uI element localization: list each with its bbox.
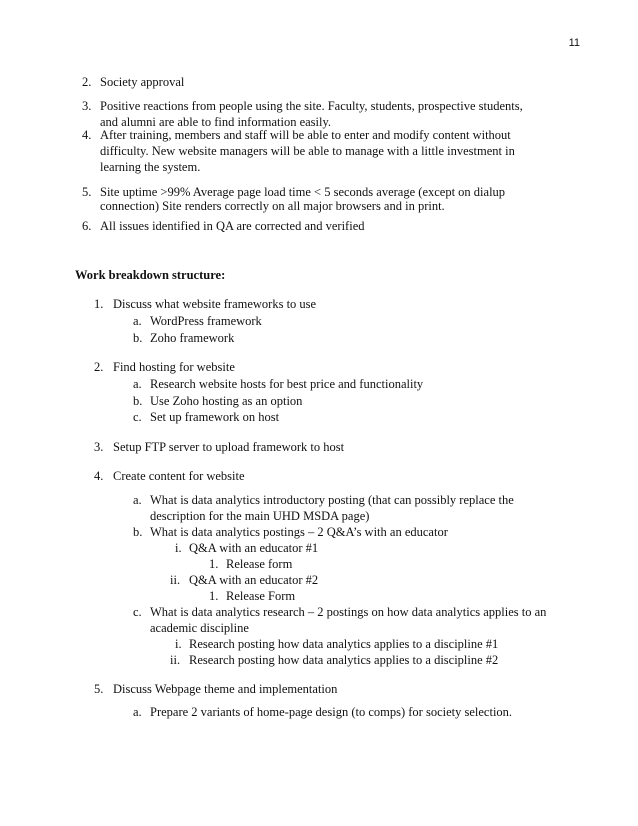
wbs-sub-item: Set up framework on host <box>150 410 280 424</box>
wbs-number: 4. <box>94 469 104 483</box>
wbs-sub-item: What is data analytics research – 2 postings on how data analytics applies to an <box>150 605 547 619</box>
wbs-sub-item: Use Zoho hosting as an option <box>150 394 303 408</box>
wbs-deep-item: Release Form <box>226 589 296 603</box>
wbs-sub-number: a. <box>133 705 142 719</box>
wbs-number: 5. <box>94 682 104 696</box>
wbs-roman-item: Q&A with an educator #1 <box>189 541 319 555</box>
wbs-sub-item: What is data analytics postings – 2 Q&A’s with an educator <box>150 525 448 539</box>
wbs-number: 1. <box>94 297 104 311</box>
criteria-line: connection) Site renders correctly on all major browsers and in print. <box>100 199 445 213</box>
wbs-deep-number: 1. <box>209 589 219 603</box>
criteria-line: All issues identified in QA are corrected and verified <box>100 219 365 233</box>
criteria-number: 4. <box>82 128 92 142</box>
wbs-heading: Work breakdown structure: <box>75 268 226 282</box>
wbs-sub-item: Research website hosts for best price and functionality <box>150 377 424 391</box>
wbs-sub-number: b. <box>133 525 143 539</box>
criteria-line: After training, members and staff will be able to enter and modify content without <box>100 128 511 142</box>
criteria-number: 5. <box>82 185 92 199</box>
wbs-sub-number: b. <box>133 394 143 408</box>
wbs-sub-number: a. <box>133 377 142 391</box>
wbs-sub-item: What is data analytics introductory posting (that can possibly replace the <box>150 493 514 507</box>
wbs-deep-number: 1. <box>209 557 219 571</box>
criteria-number: 3. <box>82 99 92 113</box>
wbs-sub-number: a. <box>133 493 142 507</box>
wbs-roman-item: Q&A with an educator #2 <box>189 573 319 587</box>
wbs-sub-number: a. <box>133 314 142 328</box>
wbs-roman-number: i. <box>175 541 182 555</box>
criteria-number: 6. <box>82 219 92 233</box>
wbs-sub-item: Zoho framework <box>150 331 235 345</box>
wbs-roman-number: i. <box>175 637 182 651</box>
wbs-sub-item: description for the main UHD MSDA page) <box>150 509 370 523</box>
criteria-line: Society approval <box>100 75 185 89</box>
criteria-line: Positive reactions from people using the site. Faculty, students, prospective students, <box>100 99 523 113</box>
wbs-sub-number: c. <box>133 605 142 619</box>
wbs-item: Discuss Webpage theme and implementation <box>113 682 338 696</box>
wbs-roman-item: Research posting how data analytics applies to a discipline #1 <box>189 637 499 651</box>
wbs-item: Find hosting for website <box>113 360 235 374</box>
wbs-number: 2. <box>94 360 104 374</box>
wbs-sub-number: c. <box>133 410 142 424</box>
wbs-sub-number: b. <box>133 331 143 345</box>
wbs-roman-number: ii. <box>170 573 181 587</box>
criteria-number: 2. <box>82 75 92 89</box>
criteria-line: difficulty. New website managers will be able to manage with a little investment in <box>100 144 515 158</box>
wbs-sub-item: WordPress framework <box>150 314 262 328</box>
wbs-item: Create content for website <box>113 469 245 483</box>
wbs-roman-item: Research posting how data analytics applies to a discipline #2 <box>189 653 499 667</box>
wbs-roman-number: ii. <box>170 653 181 667</box>
criteria-line: and alumni are able to find information easily. <box>100 115 332 129</box>
wbs-item: Setup FTP server to upload framework to host <box>113 440 345 454</box>
wbs-item: Discuss what website frameworks to use <box>113 297 317 311</box>
wbs-deep-item: Release form <box>226 557 293 571</box>
wbs-sub-item: academic discipline <box>150 621 249 635</box>
criteria-line: learning the system. <box>100 160 201 174</box>
wbs-number: 3. <box>94 440 104 454</box>
criteria-line: Site uptime >99% Average page load time < 5 seconds average (except on dialup <box>100 185 506 199</box>
page-number: 11 <box>568 37 580 49</box>
wbs-sub-item: Prepare 2 variants of home-page design (to comps) for society selection. <box>150 705 513 719</box>
